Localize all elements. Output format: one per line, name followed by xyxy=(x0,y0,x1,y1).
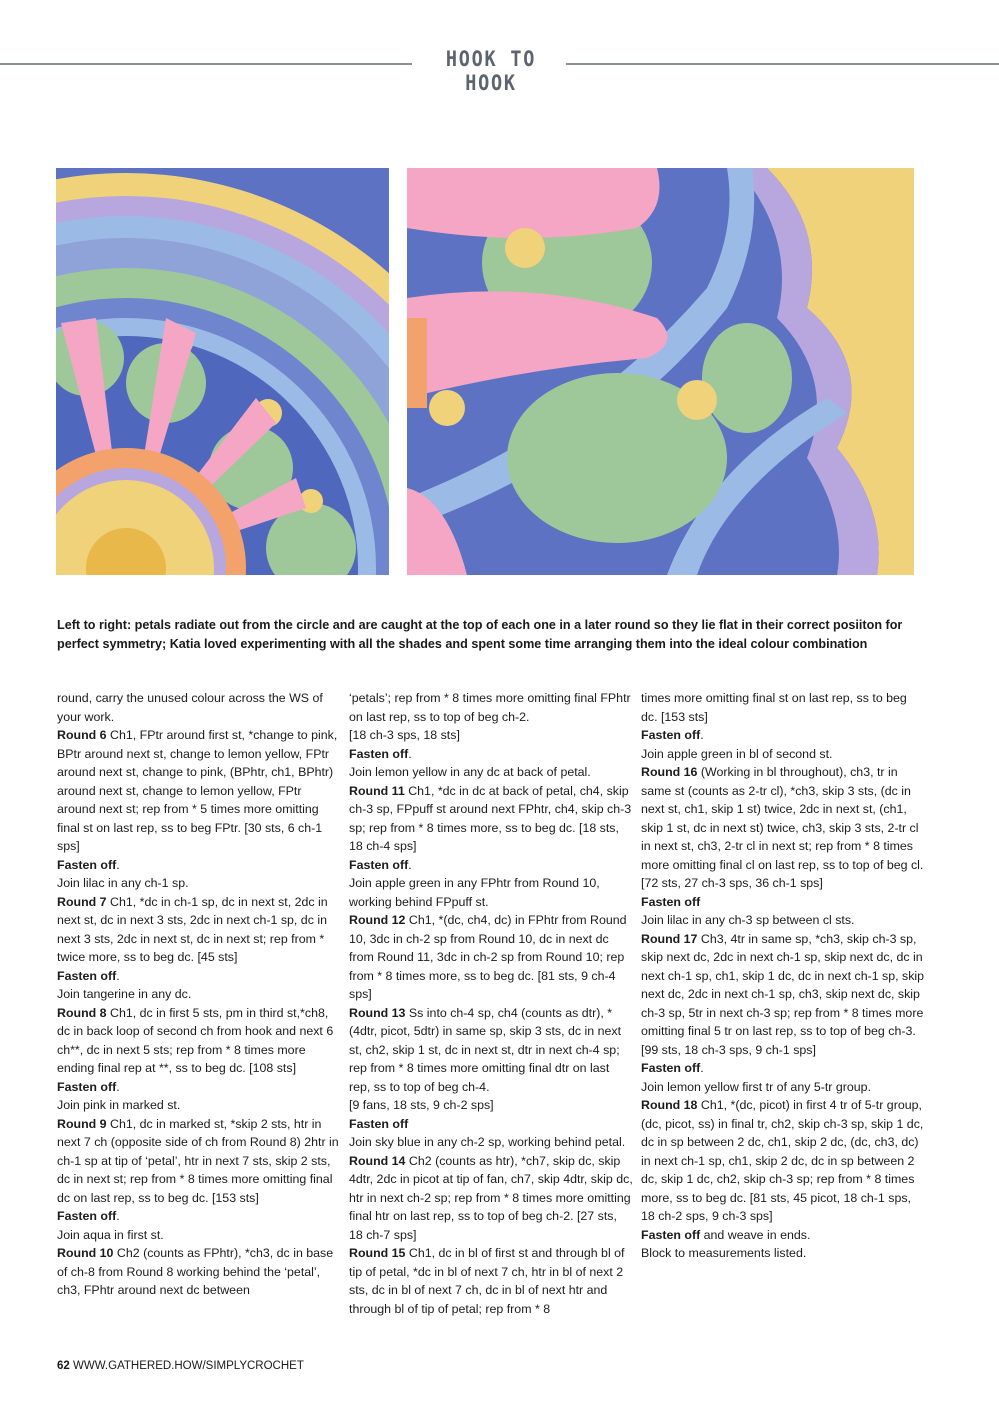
pattern-text xyxy=(349,726,634,745)
pattern-step xyxy=(641,930,926,1041)
footer-url: WWW.GATHERED.HOW/SIMPLYCROCHET xyxy=(73,1360,304,1372)
pattern-step xyxy=(349,1115,634,1134)
pattern-step xyxy=(349,856,634,875)
step-heading: Fasten off xyxy=(57,1209,117,1223)
pattern-step xyxy=(57,1078,342,1097)
step-text: ‘petals’; rep from * 8 times more omitting final FPhtr on last rep, ss to top of beg ch-2. xyxy=(349,691,631,724)
pattern-step xyxy=(57,1115,342,1208)
step-text: Ch2 (counts as htr), *ch7, skip dc, skip 4dtr, 2dc in picot at tip of fan, ch7, skip 4dtr, skip dc, htr in next ch-2 sp; rep from * 8 times more omitting final htr on last rep, ss to top of beg ch-2. [27 sts, 18 ch-7 sps] xyxy=(349,1153,633,1242)
left-photo xyxy=(56,168,389,575)
page-footer xyxy=(57,1360,304,1372)
step-heading: Round 7 xyxy=(57,894,107,909)
right-photo xyxy=(407,168,914,575)
step-heading: Fasten off xyxy=(641,728,701,742)
step-heading: Round 12 xyxy=(349,913,406,927)
pattern-step xyxy=(57,967,342,986)
pattern-text xyxy=(57,689,342,726)
pattern-step xyxy=(57,726,342,856)
pattern-text xyxy=(349,874,634,911)
step-text: [18 ch-3 sps, 18 sts] xyxy=(349,728,460,742)
pattern-text xyxy=(641,745,926,764)
pattern-text xyxy=(641,911,926,930)
step-heading: Fasten off xyxy=(349,857,409,872)
step-text: Join aqua in first st. xyxy=(57,1227,164,1242)
step-text: Ch1, dc in marked st, *skip 2 sts, htr in next 7 ch (opposite side of ch from Round 8) 2htr in ch-1 sp at tip of ‘petal’, htr in next 7 sts, skip 2 sts, dc in next st; rep from * 8 times more omitting final dc on last rep, ss to beg dc. [153 sts] xyxy=(57,1116,339,1205)
pattern-step xyxy=(349,782,634,856)
pattern-text xyxy=(641,1244,926,1263)
pattern-text xyxy=(349,1096,634,1115)
step-text: Ch1, *dc in dc at back of petal, ch4, skip ch-3 sp, FPpuff st around next FPhtr, ch4, skip ch-3 sp; rep from * 8 times more, ss to beg dc. [18 sts, 18 ch-4 sps] xyxy=(349,783,632,853)
step-text: Join lemon yellow first tr of any 5-tr group. xyxy=(641,1079,872,1094)
pattern-text xyxy=(57,1096,342,1115)
step-text: Join pink in marked st. xyxy=(57,1098,181,1112)
step-text: Ch1, dc in first 5 sts, pm in third st,*ch8, dc in back loop of second ch from hook and next 6 ch**, dc in next 5 sts; rep from * 8 times more ending final rep at **, ss to beg dc. [108 sts] xyxy=(57,1005,334,1075)
pattern-step xyxy=(641,726,926,745)
step-text: Join lemon yellow in any dc at back of petal. xyxy=(349,765,591,779)
step-text: Block to measurements listed. xyxy=(641,1246,807,1260)
step-heading: Fasten off xyxy=(57,968,117,983)
step-text: Join sky blue in any ch-2 sp, working behind petal. xyxy=(349,1135,626,1149)
step-text: Ch1, *(dc, ch4, dc) in FPhtr from Round 10, 3dc in ch-2 sp from Round 10, dc in next dc from Round 11, 3dc in ch-2 sp from Round 10; rep from * 8 times more, ss to beg dc. [81 sts, 9 ch-4 sps] xyxy=(349,913,627,1001)
pattern-step xyxy=(57,1207,342,1226)
step-heading: Round 6 xyxy=(57,728,107,742)
step-text: Ch1, dc in bl of first st and through bl of tip of petal, *dc in bl of next 7 ch, htr in bl of next 2 sts, dc in bl of next 7 ch, dc in bl of next htr and through bl of tip of petal; rep from * 8 xyxy=(349,1246,625,1316)
pattern-step xyxy=(349,911,634,1004)
pattern-step xyxy=(57,1004,342,1078)
step-heading: Round 13 xyxy=(349,1005,406,1020)
pattern-step xyxy=(57,893,342,967)
step-text: round, carry the unused colour across the WS of your work. xyxy=(57,691,323,724)
pattern-step xyxy=(349,745,634,764)
step-heading: Round 17 xyxy=(641,931,698,946)
header-rule-right xyxy=(566,63,999,65)
step-heading: Round 10 xyxy=(57,1246,114,1260)
step-text: . xyxy=(116,857,120,872)
step-text: . xyxy=(408,857,412,872)
pattern-step xyxy=(349,1004,634,1097)
pattern-text xyxy=(57,985,342,1004)
pattern-step xyxy=(641,1096,926,1226)
step-heading: Round 18 xyxy=(641,1098,698,1112)
step-heading: Round 14 xyxy=(349,1153,406,1168)
step-text: Ch1, FPtr around first st, *change to pink, BPtr around next st, change to lemon yellow, FPtr around next st, change to pink, (BPhtr, ch1, BPhtr) around next st, change to lemon yellow, FPtr around next st; rep from * 5 times more omitting final st on last rep, ss to beg FPtr. [30 sts, 6 ch-1 sps] xyxy=(57,728,338,853)
photo-caption: Left to right: petals radiate out from the circle and are caught at the top of each one in a later round so they lie flat in their correct posiiton for perfect symmetry; Katia loved experimenting with all the shades and spent some time arranging them into the ideal colour combination xyxy=(57,618,903,651)
pattern-text xyxy=(641,1078,926,1097)
step-heading: Round 9 xyxy=(57,1116,107,1131)
step-text: . xyxy=(700,728,704,742)
step-text: Join apple green in bl of second st. xyxy=(641,746,833,761)
pattern-text xyxy=(57,874,342,893)
step-heading: Round 11 xyxy=(349,783,405,798)
step-text: [99 sts, 18 ch-3 sps, 9 ch-1 sps] xyxy=(641,1042,816,1057)
step-heading: Round 16 xyxy=(641,765,698,779)
pattern-text xyxy=(641,1041,926,1060)
step-heading: Fasten off xyxy=(641,1061,701,1075)
pattern-text xyxy=(349,763,634,782)
pattern-step xyxy=(641,763,926,893)
step-text: [9 fans, 18 sts, 9 ch-2 sps] xyxy=(349,1098,494,1112)
step-heading: Fasten off xyxy=(349,1116,409,1131)
pattern-step xyxy=(641,1226,926,1245)
step-text: . xyxy=(700,1061,704,1075)
step-heading: Fasten off xyxy=(57,857,117,872)
step-text: Join lilac in any ch-1 sp. xyxy=(57,876,189,890)
pattern-step xyxy=(349,1152,634,1245)
pattern-text xyxy=(349,689,634,726)
step-text: Ch1, *dc in ch-1 sp, dc in next st, 2dc in next st, dc in next 3 sts, 2dc in next ch-1 sp, dc in next 3 sts, 2dc in next st, dc in next st; rep from * twice more, ss to beg dc. [45 sts] xyxy=(57,894,328,964)
step-heading: Fasten off xyxy=(641,1227,701,1242)
step-text: Ch3, 4tr in same sp, *ch3, skip ch-3 sp, skip next dc, 2dc in next ch-1 sp, skip next dc, dc in next ch-1 sp, ch1, skip 1 dc, dc in next ch-1 sp, skip next dc, 2dc in next ch-1 sp, ch3, skip next dc, skip ch-3 sp, 5tr in next ch-3 sp; rep from * 8 times more omitting final 5 tr on last rep, ss to top of beg ch-3. xyxy=(641,931,925,1038)
step-text: . xyxy=(408,746,412,761)
pattern-column-3 xyxy=(641,689,926,1263)
section-title: HOOK TO HOOK xyxy=(445,47,537,95)
step-heading: Round 8 xyxy=(57,1005,107,1020)
pattern-column-2 xyxy=(349,689,634,1318)
step-text: (Working in bl throughout), ch3, tr in same st (counts as 2-tr cl), *ch3, skip 3 sts, (dc in next st, ch1, skip 1 st) twice, 2dc in next st, (ch1, skip 1 st, dc in next st) twice, ch3, skip 3 sts, 2-tr cl in next st, ch3, 2-tr cl in next st; rep from * 8 times more omitting final cl on last rep, ss to top of beg cl. [72 sts, 27 ch-3 sps, 36 ch-1 sps] xyxy=(641,765,924,890)
step-text: Ss into ch-4 sp, ch4 (counts as dtr), *(4dtr, picot, 5dtr) in same sp, skip 3 sts, dc in next st, ch2, skip 1 st, dc in next st, dtr in next ch-4 sp; rep from * 8 times more omitting final dtr on last rep, ss to top of beg ch-4. xyxy=(349,1005,622,1094)
step-text: and weave in ends. xyxy=(700,1227,811,1242)
pattern-step xyxy=(641,893,926,912)
step-heading: Round 15 xyxy=(349,1246,406,1260)
step-heading: Fasten off xyxy=(349,746,409,761)
pattern-column-1 xyxy=(57,689,342,1300)
step-text: Join apple green in any FPhtr from Round 10, working behind FPpuff st. xyxy=(349,876,600,909)
step-heading: Fasten off xyxy=(641,894,701,909)
pattern-text xyxy=(57,1226,342,1245)
page-number: 62 xyxy=(57,1360,70,1372)
step-text: times more omitting final st on last rep, ss to beg dc. [153 sts] xyxy=(641,691,907,724)
step-text: . xyxy=(116,968,120,983)
pattern-text xyxy=(641,689,926,726)
pattern-step xyxy=(57,856,342,875)
header-rule-left xyxy=(0,63,412,65)
step-text: Ch2 (counts as FPhtr), *ch3, dc in base of ch-8 from Round 8 working behind the ‘petal’, ch3, FPhtr around next dc between xyxy=(57,1246,334,1297)
step-text: Join lilac in any ch-3 sp between cl sts. xyxy=(641,913,855,927)
pattern-step xyxy=(349,1244,634,1318)
pattern-step xyxy=(57,1244,342,1300)
pattern-text xyxy=(349,1133,634,1152)
step-text: . xyxy=(116,1079,120,1094)
step-text: Ch1, *(dc, picot) in first 4 tr of 5-tr group, (dc, picot, ss) in final tr, ch2, skip ch-3 sp, skip 1 dc, dc in sp between 2 dc, ch1, skip 2 dc, (dc, ch3, dc) in next ch-1 sp, ch1, skip 2 dc, dc in sp between 2 dc, skip 1 dc, ch2, skip ch-3 sp; rep from * 8 times more, ss to beg dc. [81 sts, 45 picot, 18 ch-1 sps, 18 ch-2 sps, 9 ch-3 sps] xyxy=(641,1098,924,1223)
step-text: . xyxy=(116,1209,120,1223)
pattern-step xyxy=(641,1059,926,1078)
step-text: Join tangerine in any dc. xyxy=(57,987,192,1001)
step-heading: Fasten off xyxy=(57,1079,117,1094)
